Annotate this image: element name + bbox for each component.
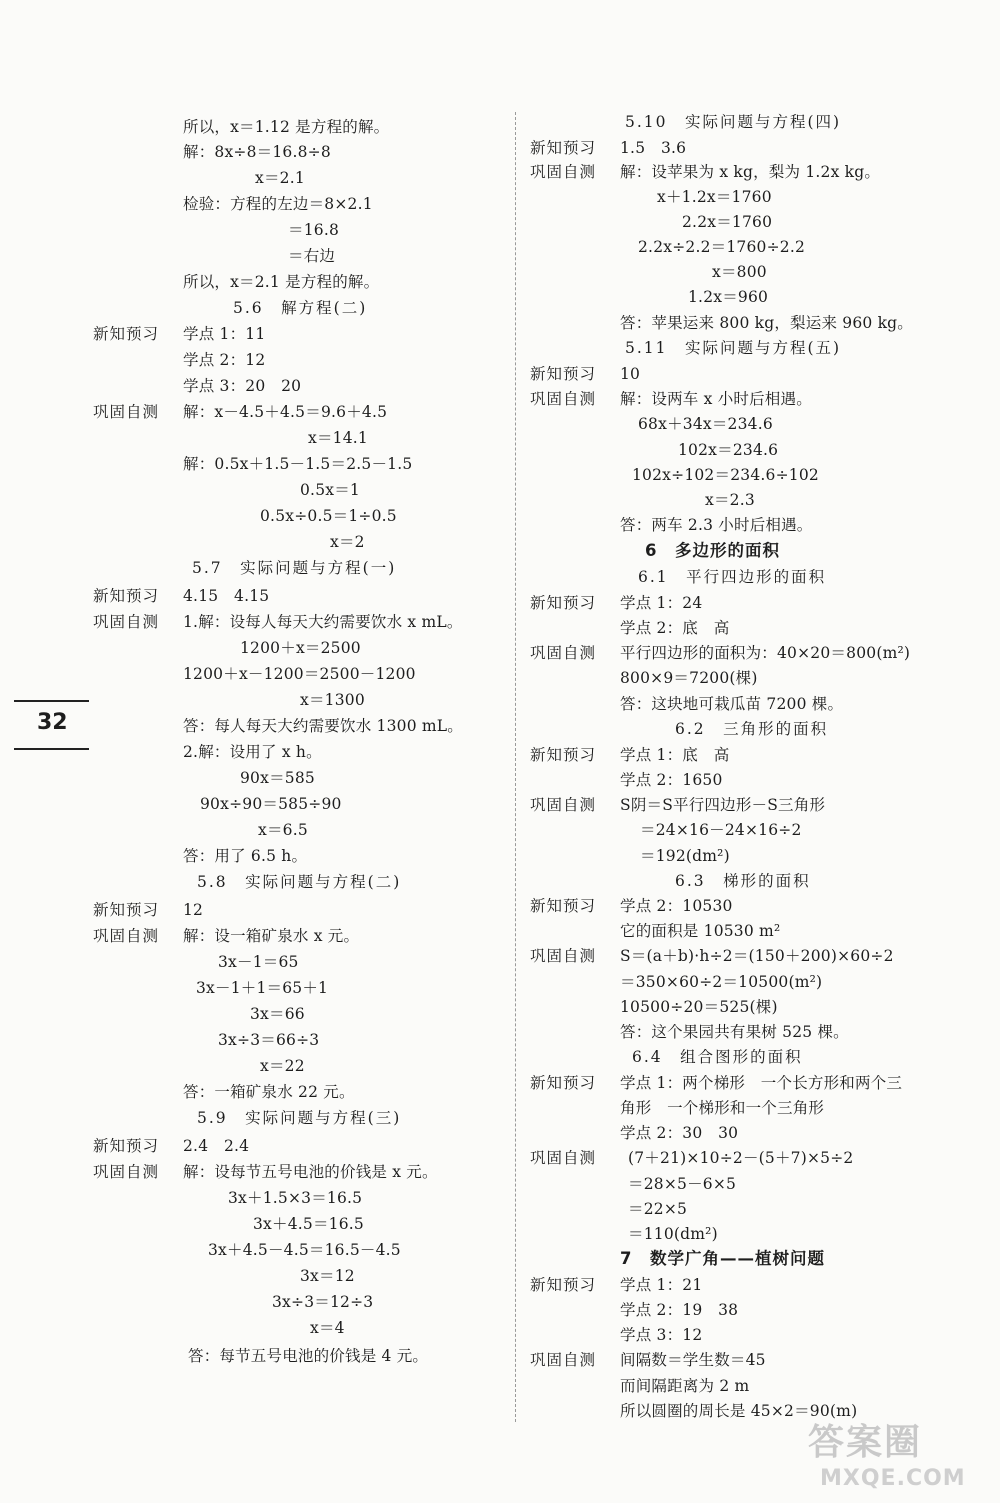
chapter-heading: 6 多边形的面积	[645, 541, 780, 560]
answer-line: 学点 2：底 高	[620, 619, 730, 637]
answer-line: x＝2	[330, 533, 365, 551]
answer-line: x＝4	[310, 1319, 345, 1337]
answer-line: 学点 1：11	[183, 325, 266, 343]
section-label: 新知预习	[530, 365, 597, 383]
section-heading: 5.8 实际问题与方程(二)	[197, 873, 402, 891]
right-column	[520, 0, 1000, 1503]
answer-line: 2.2x＝1760	[682, 213, 773, 231]
answer-line: 学点 1：21	[620, 1276, 703, 1294]
answer-line: 3x＋4.5＝16.5	[253, 1215, 364, 1233]
answer-line: 学点 2：19 38	[620, 1301, 739, 1319]
answer-line: 3x－1＝65	[218, 953, 299, 971]
answer-line: 学点 2：12	[183, 351, 266, 369]
section-label: 新知预习	[93, 325, 160, 343]
watermark-logo-text: 答案圈	[808, 1422, 923, 1463]
answer-line: x＝800	[712, 263, 767, 281]
answer-line: 学点 2：1650	[620, 771, 723, 789]
answer-line: x＝14.1	[308, 429, 368, 447]
answer-line: 角形 一个梯形和一个三角形	[620, 1099, 825, 1117]
answer-line: 答：这块地可栽瓜苗 7200 棵。	[620, 695, 844, 713]
answer-line: 学点 1：24	[620, 594, 703, 612]
answer-line: ＝24×16－24×16÷2	[640, 821, 802, 839]
answer-line: 3x÷3＝66÷3	[218, 1031, 320, 1049]
watermark-logo	[790, 1408, 995, 1500]
answer-line: ＝110(dm²)	[628, 1225, 718, 1243]
answer-line: 800×9＝7200(棵)	[620, 669, 758, 687]
answer-line: 90x＝585	[240, 769, 315, 787]
section-label: 新知预习	[530, 1276, 597, 1294]
answer-line: 68x＋34x＝234.6	[638, 415, 773, 433]
answer-line: x＋1.2x＝1760	[657, 188, 772, 206]
section-heading: 6.1 平行四边形的面积	[638, 568, 827, 586]
answer-line: 间隔数＝学生数＝45	[620, 1351, 766, 1369]
section-label: 新知预习	[530, 897, 597, 915]
answer-line: 2.2x÷2.2＝1760÷2.2	[638, 238, 806, 256]
answer-line: 它的面积是 10530 m²	[620, 922, 781, 940]
answer-line: x＝6.5	[258, 821, 308, 839]
answer-line: 答：苹果运来 800 kg，梨运来 960 kg。	[620, 314, 914, 332]
section-heading: 5.7 实际问题与方程(一)	[192, 559, 397, 577]
answer-line: 答：一箱矿泉水 22 元。	[183, 1083, 355, 1101]
answer-line: 学点 1：两个梯形 一个长方形和两个三	[620, 1074, 903, 1092]
answer-line: x＝2.3	[705, 491, 755, 509]
answer-line: 学点 3：12	[620, 1326, 703, 1344]
answer-line: 答：每节五号电池的价钱是 4 元。	[188, 1347, 429, 1365]
answer-line: 3x＋1.5×3＝16.5	[228, 1189, 363, 1207]
section-label: 巩固自测	[93, 927, 160, 945]
answer-line: 1200＋x－1200＝2500－1200	[183, 665, 416, 683]
column-divider	[515, 112, 516, 1422]
answer-line: 所以圆圈的周长是 45×2＝90(m)	[620, 1402, 858, 1420]
answer-line: 102x＝234.6	[678, 441, 779, 459]
answer-line: x＝2.1	[255, 169, 305, 187]
answer-line: 2.解：设用了 x h。	[183, 743, 322, 761]
answer-line: 0.5x÷0.5＝1÷0.5	[260, 507, 397, 525]
answer-line: 2.4 2.4	[183, 1137, 250, 1155]
page-number: 32	[37, 710, 68, 735]
answer-line: 答：每人每天大约需要饮水 1300 mL。	[183, 717, 463, 735]
section-label: 巩固自测	[93, 403, 160, 421]
section-heading: 5.11 实际问题与方程(五)	[625, 339, 842, 357]
section-label: 巩固自测	[530, 390, 597, 408]
answer-line: 3x＝12	[300, 1267, 355, 1285]
answer-line: 平行四边形的面积为：40×20＝800(m²)	[620, 644, 911, 662]
chapter-heading: 7 数学广角——植树问题	[620, 1249, 825, 1268]
answer-line: ＝16.8	[288, 221, 340, 239]
section-label: 巩固自测	[93, 1163, 160, 1181]
answer-line: 解：x－4.5＋4.5＝9.6＋4.5	[183, 403, 388, 421]
section-label: 巩固自测	[93, 613, 160, 631]
answer-line: 1.5 3.6	[620, 139, 687, 157]
section-label: 新知预习	[93, 1137, 160, 1155]
section-label: 巩固自测	[530, 1149, 597, 1167]
section-label: 巩固自测	[530, 644, 597, 662]
answer-line: 学点 2：10530	[620, 897, 733, 915]
section-heading: 6.4 组合图形的面积	[632, 1048, 803, 1066]
answer-line: 3x＝66	[250, 1005, 305, 1023]
section-label: 新知预习	[530, 594, 597, 612]
section-label: 新知预习	[93, 587, 160, 605]
section-label: 巩固自测	[530, 796, 597, 814]
section-heading: 5.9 实际问题与方程(三)	[197, 1109, 402, 1127]
answer-line: 4.15 4.15	[183, 587, 270, 605]
answer-line: ＝22×5	[628, 1200, 688, 1218]
answer-line: 12	[183, 901, 204, 919]
answer-line: 学点 1：底 高	[620, 746, 730, 764]
answer-line: ＝192(dm²)	[640, 847, 730, 865]
section-label: 新知预习	[93, 901, 160, 919]
answer-line: 解：设一箱矿泉水 x 元。	[183, 927, 360, 945]
section-heading: 6.2 三角形的面积	[675, 720, 829, 738]
answer-line: 10	[620, 365, 641, 383]
answer-line: 3x－1＋1＝65＋1	[196, 979, 329, 997]
answer-line: ＝350×60÷2＝10500(m²)	[620, 973, 823, 991]
answer-line: S阴＝S平行四边形－S三角形	[620, 796, 826, 814]
answer-line: S＝(a＋b)·h÷2＝(150＋200)×60÷2	[620, 947, 894, 965]
answer-line: 解：设两车 x 小时后相遇。	[620, 390, 812, 408]
answer-line: 解：设每节五号电池的价钱是 x 元。	[183, 1163, 438, 1181]
section-label: 新知预习	[530, 139, 597, 157]
answer-line: 3x÷3＝12÷3	[272, 1293, 374, 1311]
section-label: 新知预习	[530, 1074, 597, 1092]
answer-line: 1200＋x＝2500	[240, 639, 361, 657]
section-heading: 6.3 梯形的面积	[675, 872, 811, 890]
page-number-block	[14, 700, 89, 752]
page-number-rule-bottom	[14, 748, 89, 750]
answer-line: 解：8x÷8＝16.8÷8	[183, 143, 331, 161]
answer-line: x＝1300	[300, 691, 365, 709]
answer-line: 所以，x＝1.12 是方程的解。	[183, 118, 390, 136]
answer-line: ＝右边	[288, 247, 336, 265]
section-label: 巩固自测	[530, 947, 597, 965]
page-number-rule-top	[14, 700, 89, 702]
answer-line: 解：设苹果为 x kg，梨为 1.2x kg。	[620, 163, 881, 181]
answer-line: 0.5x＝1	[300, 481, 360, 499]
answer-line: ＝28×5－6×5	[628, 1175, 737, 1193]
answer-line: 10500÷20＝525(棵)	[620, 998, 778, 1016]
section-label: 巩固自测	[530, 1351, 597, 1369]
answer-line: 而间隔距离为 2 m	[620, 1377, 750, 1395]
answer-line: 1.2x＝960	[688, 288, 769, 306]
answer-line: 90x÷90＝585÷90	[200, 795, 342, 813]
section-heading: 5.6 解方程(二)	[233, 299, 368, 317]
answer-line: 学点 2：30 30	[620, 1124, 739, 1142]
answer-line: 3x＋4.5－4.5＝16.5－4.5	[208, 1241, 401, 1259]
section-heading: 5.10 实际问题与方程(四)	[625, 113, 842, 131]
watermark-url: MXQE.COM	[820, 1466, 966, 1491]
answer-line: (7＋21)×10÷2－(5＋7)×5÷2	[628, 1149, 854, 1167]
answer-line: 答：用了 6.5 h。	[183, 847, 308, 865]
answer-line: 答：这个果园共有果树 525 棵。	[620, 1023, 849, 1041]
answer-line: 学点 3：20 20	[183, 377, 302, 395]
section-label: 巩固自测	[530, 163, 597, 181]
answer-line: 答：两车 2.3 小时后相遇。	[620, 516, 813, 534]
answer-line: 解：0.5x＋1.5－1.5＝2.5－1.5	[183, 455, 413, 473]
answer-line: 102x÷102＝234.6÷102	[632, 466, 819, 484]
answer-line: 所以，x＝2.1 是方程的解。	[183, 273, 380, 291]
section-label: 新知预习	[530, 746, 597, 764]
answer-line: 检验：方程的左边＝8×2.1	[183, 195, 373, 213]
answer-line: x＝22	[260, 1057, 305, 1075]
answer-line: 1.解：设每人每天大约需要饮水 x mL。	[183, 613, 463, 631]
